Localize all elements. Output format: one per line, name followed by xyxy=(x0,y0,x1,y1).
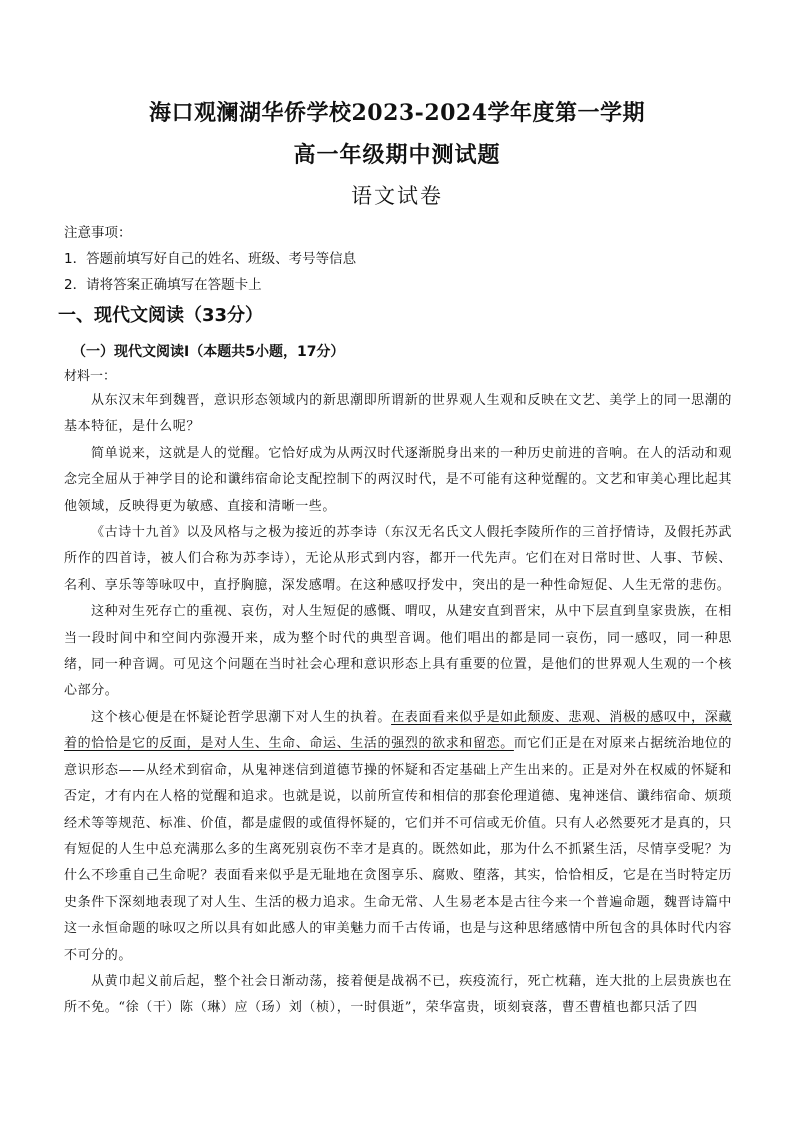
subsection-heading: （一）现代文阅读Ⅰ（本题共5小题，17分） xyxy=(72,344,345,360)
paragraph-6: 从黄巾起义前后起，整个社会日渐动荡，接着便是战祸不已，疾疫流行，死亡枕藉，连大批的上层贵族也在所不免。“徐（干）陈（琳）应（玚）刘（桢），一时俱逝”，荣华富贵，顷刻衰落，曹丕曹植也都只活了四 xyxy=(64,973,732,1016)
paragraph-5-intro: 这个核心便是在怀疑论哲学思潮下对人生的执着。 xyxy=(91,709,392,725)
paragraph-4: 这种对生死存亡的重视、哀伤，对人生短促的感慨、喟叹，从建安直到晋宋，从中下层直到皇家贵族，在相当一段时间中和空间内弥漫开来，成为整个时代的典型音调。他们唱出的都是同一哀伤，同一感叹，同一种思绪，同一种音调。可见这个问题在当时社会心理和意识形态上具有重要的位置，是他们的世界观人生观的一个核心部分。 xyxy=(64,604,732,699)
subject-title: 语文试卷 xyxy=(351,184,443,208)
paragraph-1: 从东汉末年到魏晋，意识形态领域内的新思潮即所谓新的世界观人生观和反映在文艺、美学上的同一思潮的基本特征，是什么呢？ xyxy=(64,393,732,435)
paragraph-5-rest: 而它们正是在对原来占据统治地位的意识形态——从经术到宿命，从鬼神迷信到道德节操的怀疑和否定基础上产生出来的。正是对外在权威的怀疑和否定，才有内在人格的觉醒和追求。也就是说，以前所宣传和相信的那套伦理道德、鬼神迷信、谶纬宿命、烦琐经术等等规范、标准、价值，都是虚假的或值得怀疑的，它们并不可信或无价值。只有人必然要死才是真的，只有短促的人生中总充满那么多的生离死别哀伤不幸才是真的。既然如此，那为什么不抓紧生活，尽情享受呢？为什么不珍重自己生命呢？表面看来似乎是无耻地在贪图享乐、腐败、堕落，其实，恰恰相反，它是在当时特定历史条件下深刻地表现了对人生、生活的极力追求。生命无常、人生易老本是古往今来一个普遍命题，魏晋诗篇中这一永恒命题的咏叹之所以具有如此感人的审美魅力而千古传诵，也是与这种思绪感情中所包含的具体时代内容不可分的。 xyxy=(64,736,732,963)
notes-label: 注意事项： xyxy=(64,225,132,241)
paragraph-5 xyxy=(64,705,732,969)
exam-content xyxy=(58,220,732,1022)
note-item-1: 1．答题前填写好自己的姓名、班级、考号等信息 xyxy=(64,251,357,267)
exam-title: 高一年级期中测试题 xyxy=(293,142,501,168)
note-item-2: 2．请将答案正确填写在答题卡上 xyxy=(64,277,262,293)
school-title: 海口观澜湖华侨学校2023-2024学年度第一学期 xyxy=(148,100,646,126)
underlined-sentence: 在表面看来似乎是如此颓废、悲观、消极的感叹中，深藏着的恰恰是它的反面，是对人生、生命、命运、生活的强烈的欲求和留恋。 xyxy=(64,709,732,752)
paragraph-2: 简单说来，这就是人的觉醒。它恰好成为从两汉时代逐渐脱身出来的一种历史前进的音响。在人的活动和观念完全屈从于神学目的论和谶纬宿命论支配控制下的两汉时代，是不可能有这种觉醒的。文艺和审美心理比起其他领域，反映得更为敏感、直接和清晰一些。 xyxy=(64,445,732,514)
paragraph-3: 《古诗十九首》以及风格与之极为接近的苏李诗（东汉无名氏文人假托李陵所作的三首抒情诗，及假托苏武所作的四首诗，被人们合称为苏李诗），无论从形式到内容，都开一代先声。它们在对日常时世、人事、节候、名利、享乐等等咏叹中，直抒胸臆，深发感喟。在这种感叹抒发中，突出的是一种性命短促、人生无常的悲伤。 xyxy=(64,525,732,593)
material-label: 材料一： xyxy=(64,369,117,384)
section-heading: 一、现代文阅读（33分） xyxy=(58,305,264,326)
